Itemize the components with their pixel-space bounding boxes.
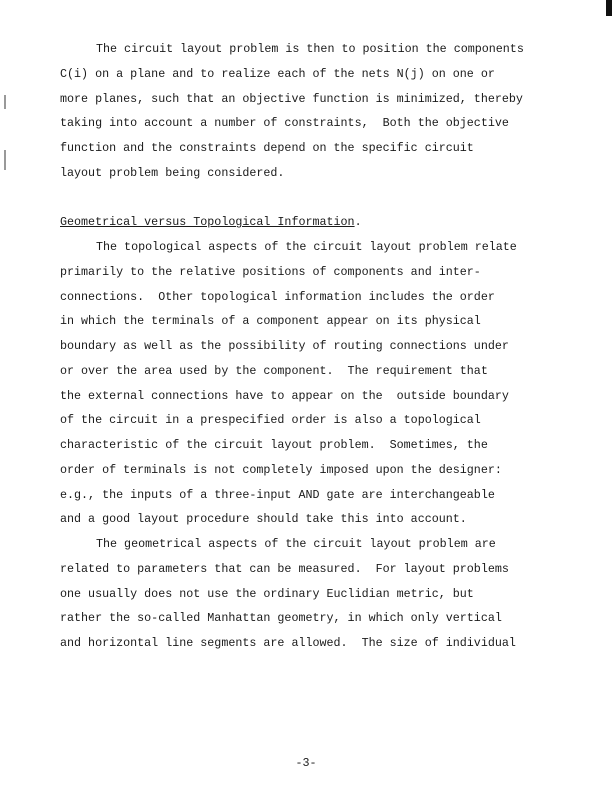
text-line: C(i) on a plane and to realize each of the nets N(j) on one or — [60, 66, 495, 81]
text-line: the external connections have to appear on the outside boundary — [60, 388, 509, 403]
text-line: and horizontal line segments are allowed. The size of individual — [60, 636, 516, 650]
text-line: of the circuit in a prespecified order is also a topological — [60, 413, 481, 428]
text-line: order of terminals is not completely imposed upon the designer: — [60, 462, 502, 477]
section-heading — [60, 210, 524, 235]
scan-margin-mark — [4, 95, 6, 109]
text-line: and a good layout procedure should take this into account. — [60, 512, 467, 527]
text-line: The topological aspects of the circuit layout problem relate — [96, 240, 517, 254]
text-line: The geometrical aspects of the circuit layout problem are — [96, 537, 496, 551]
heading-period: . — [354, 215, 362, 230]
text-line: function and the constraints depend on the specific circuit — [60, 141, 474, 155]
text-line: primarily to the relative positions of components and inter- — [60, 264, 481, 279]
text-line: taking into account a number of constraints, Both the objective — [60, 116, 509, 131]
text-line: connections. Other topological information includes the order — [60, 289, 495, 304]
text-line: more planes, such that an objective function is minimized, thereby — [60, 91, 523, 106]
page-number: -3- — [295, 756, 317, 770]
section-heading-text: Geometrical versus Topological Information — [60, 215, 355, 230]
text-line: boundary as well as the possibility of routing connections under — [60, 339, 509, 353]
scan-margin-mark — [4, 150, 6, 170]
text-line: related to parameters that can be measured. For layout problems — [60, 561, 509, 576]
scan-corner-mark — [606, 0, 612, 16]
text-line: in which the terminals of a component appear on its physical — [60, 314, 481, 329]
text-line: layout problem being considered. — [60, 165, 285, 180]
text-line: rather the so-called Manhattan geometry, in which only vertical — [60, 611, 502, 626]
text-line: e.g., the inputs of a three-input AND gate are interchangeable — [60, 487, 495, 502]
text-line: one usually does not use the ordinary Euclidian metric, but — [60, 586, 474, 601]
text-line: or over the area used by the component. The requirement that — [60, 363, 488, 378]
page-body — [60, 37, 524, 656]
text-line: characteristic of the circuit layout problem. Sometimes, the — [60, 438, 488, 452]
text-line: The circuit layout problem is then to position the components — [96, 42, 524, 56]
